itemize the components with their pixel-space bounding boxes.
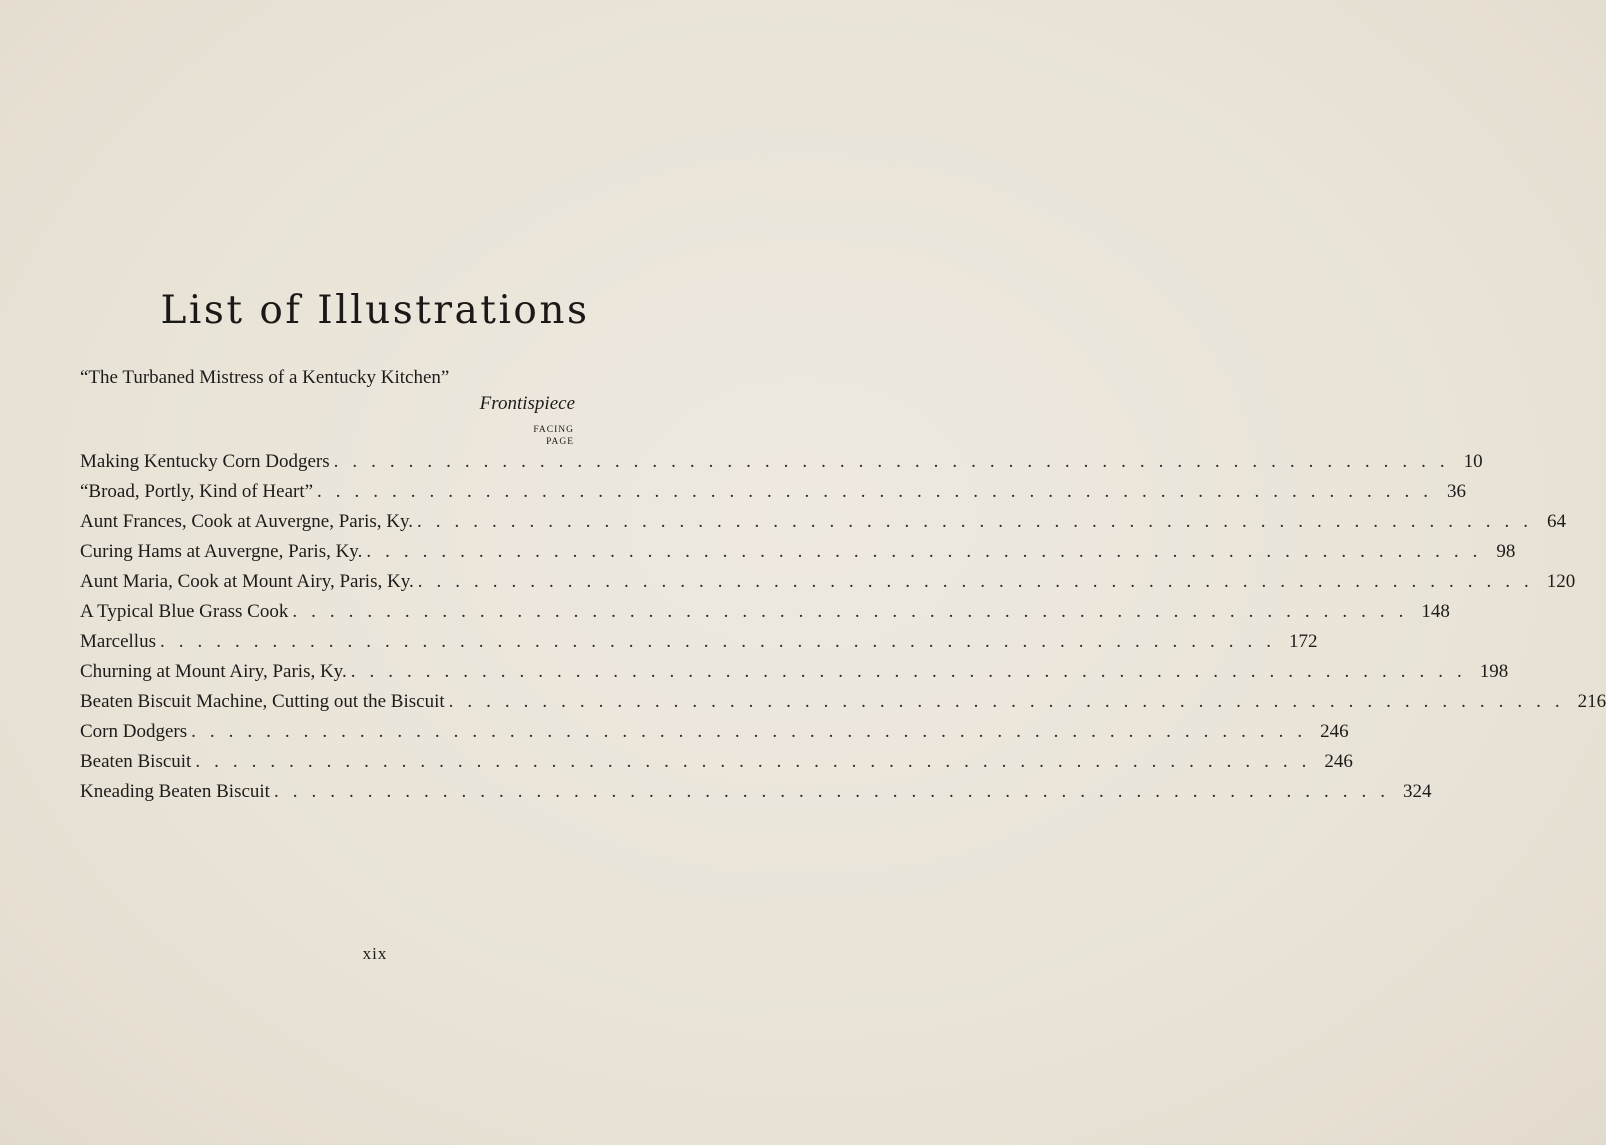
entry-title: Marcellus [80,631,156,652]
list-item [80,629,1318,659]
list-item [80,779,1432,809]
list-item [80,659,1509,689]
entry-title: Corn Dodgers [80,721,188,742]
entry-title: Beaten Biscuit [80,751,192,772]
entry-title: Beaten Biscuit Machine, Cutting out the Biscuit [80,691,445,712]
entry-page: 172 [1288,631,1318,652]
entry-page: 246 [1320,721,1349,742]
leader-dots: ............................................................ [195,751,1321,772]
leader-dots: ............................................................ [448,691,1574,712]
leader-dots: ............................................................ [159,631,1285,652]
list-item [80,569,1576,599]
entry-page: 10 [1463,451,1483,472]
entry-title: Churning at Mount Airy, Paris, Ky. [80,661,347,682]
entry-title: Aunt Maria, Cook at Mount Airy, Paris, Ky. [80,571,414,592]
leader-dots: ............................................................ [273,781,1399,802]
list-item [80,539,1516,569]
entry-title: Curing Hams at Auvergne, Paris, Ky. [80,541,363,562]
leader-dots: ............................................................ [366,541,1492,562]
entry-page: 120 [1546,571,1576,592]
page-number: xix [362,944,388,963]
entry-page: 324 [1402,781,1432,802]
list-item [80,749,1353,779]
entry-page: 98 [1496,541,1516,562]
facing-page-header [490,424,574,448]
entry-page: 36 [1447,481,1467,502]
entry-title: A Typical Blue Grass Cook [80,601,289,622]
entry-title: Kneading Beaten Biscuit [80,781,270,802]
leader-dots: ............................................................ [333,451,1459,472]
leader-dots: ............................................................ [416,511,1542,532]
frontispiece-entry [80,367,575,415]
frontispiece-caption: “The Turbaned Mistress of a Kentucky Kitchen” [80,367,450,388]
entry-page: 198 [1479,661,1509,682]
entry-title: “Broad, Portly, Kind of Heart” [80,481,314,502]
leader-dots: ............................................................ [350,661,1476,682]
entry-title: Aunt Frances, Cook at Auvergne, Paris, Ky. [80,511,413,532]
entry-page: 148 [1421,601,1450,622]
entry-title: Making Kentucky Corn Dodgers [80,451,330,472]
list-item [80,719,1349,749]
list-item [80,449,1483,479]
entry-page: 246 [1324,751,1353,772]
facing-header-line2: PAGE [546,437,574,447]
illustrations-list [80,449,1606,809]
leader-dots: ............................................................ [292,601,1418,622]
list-item [80,509,1566,539]
leader-dots: ............................................................ [191,721,1317,742]
facing-header-line1: FACING [533,425,574,435]
entry-page: 64 [1546,511,1566,532]
entry-page: 216 [1577,691,1606,712]
list-item [80,599,1450,629]
page-title: List of Illustrations [160,288,590,334]
list-item [80,479,1467,509]
leader-dots: ............................................................ [417,571,1543,592]
leader-dots: ............................................................ [317,481,1443,502]
frontispiece-location: Frontispiece [479,393,575,414]
list-item [80,689,1606,719]
